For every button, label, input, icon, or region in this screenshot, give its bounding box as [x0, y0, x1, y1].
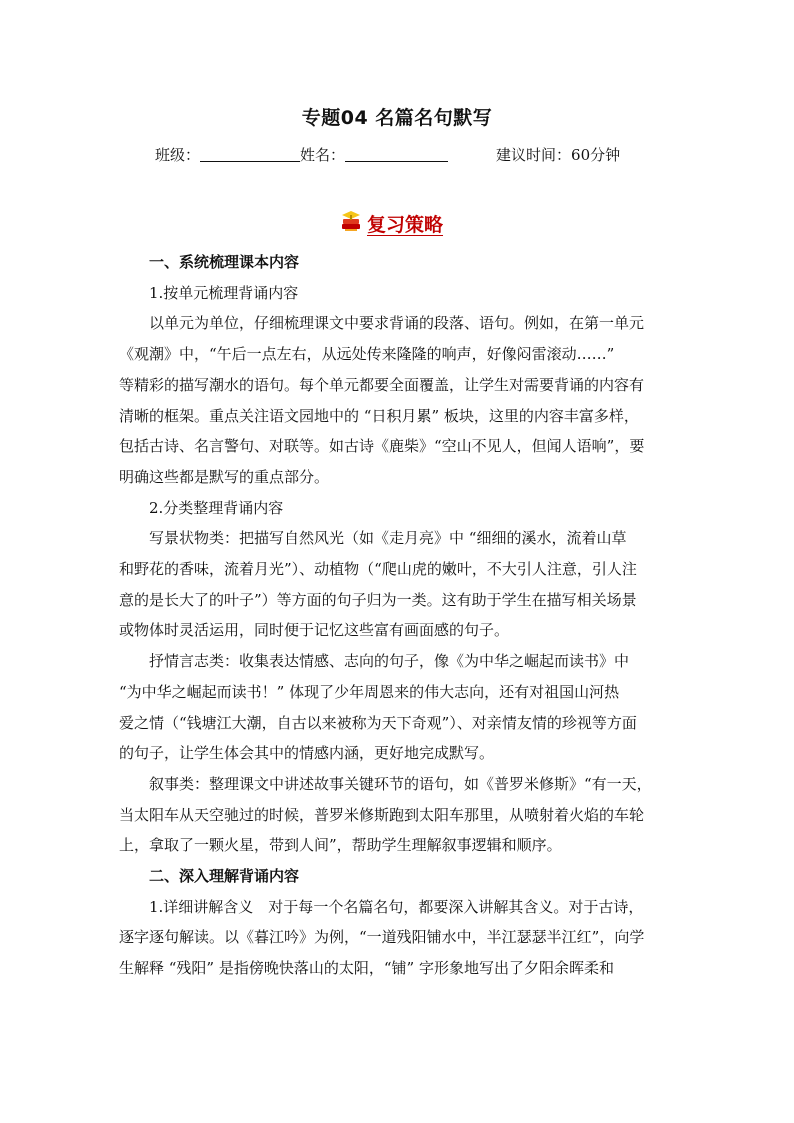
text-line: 爱之情（“钱塘江大潮，自古以来被称为天下奇观”）、对亲情友情的珍视等方面 — [119, 713, 637, 732]
review-strategy-heading — [340, 208, 443, 238]
text-line: 2.分类整理背诵内容 — [149, 498, 284, 517]
section-heading: 一、系统梳理课本内容 — [149, 253, 300, 271]
text-line: 1.按单元梳理背诵内容 — [149, 283, 299, 302]
book-stack-icon — [340, 209, 362, 237]
suggested-time: 建议时间：60分钟 — [496, 146, 621, 164]
text-line: 等精彩的描写潮水的语句。每个单元都要全面覆盖，让学生对需要背诵的内容有 — [119, 375, 645, 394]
text-line: 以单元为单位，仔细梳理课文中要求背诵的段落、语句。例如，在第一单元 — [149, 314, 645, 333]
text-line: 叙事类：整理课文中讲述故事关键环节的语句，如《普罗米修斯》“有一天， — [149, 774, 652, 793]
review-strategy-label: 复习策略 — [367, 213, 444, 236]
text-line: 抒情言志类：收集表达情感、志向的句子，像《为中华之崛起而读书》中 — [149, 652, 630, 671]
text-line: 写景状物类：把描写自然风光（如《走月亮》中 “细细的溪水，流着山草 — [149, 529, 627, 548]
text-line: 上，拿取了一颗火星，带到人间”，帮助学生理解叙事逻辑和顺序。 — [119, 836, 562, 855]
class-blank[interactable] — [200, 161, 300, 162]
text-line: 1.详细讲解含义 对于每一个名篇名句，都要深入讲解其含义。对于古诗， — [149, 897, 644, 916]
page-title: 专题04 名篇名句默写 — [301, 107, 493, 129]
text-line: 生解释 “残阳” 是指傍晚快落山的太阳，“铺” 字形象地写出了夕阳余晖柔和 — [119, 959, 614, 978]
text-line: 当太阳车从天空驰过的时候，普罗米修斯跑到太阳车那里，从喷射着火焰的车轮 — [119, 805, 645, 824]
text-line: 明确这些都是默写的重点部分。 — [119, 467, 330, 486]
student-info-row — [155, 144, 620, 165]
text-line: 包括古诗、名言警句、对联等。如古诗《鹿柴》“空山不见人，但闻人语响”，要 — [119, 437, 645, 456]
section-heading: 二、深入理解背诵内容 — [149, 867, 300, 886]
name-blank[interactable] — [345, 161, 448, 162]
text-line: 清晰的框架。重点关注语文园地中的 “日积月累” 板块，这里的内容丰富多样， — [119, 406, 639, 425]
class-label: 班级： — [155, 146, 201, 164]
text-line: 和野花的香味，流着月光”）、动植物（“爬山虎的嫩叶，不大引人注意，引人注 — [119, 560, 637, 579]
text-line: 逐字逐句解读。以《暮江吟》为例，“一道残阳铺水中，半江瑟瑟半江红”，向学 — [119, 928, 645, 947]
text-line: 的句子，让学生体会其中的情感内涵，更好地完成默写。 — [119, 744, 495, 763]
text-line: 或物体时灵活运用，同时便于记忆这些富有画面感的句子。 — [119, 621, 510, 640]
document-body — [119, 247, 679, 984]
name-label: 姓名： — [300, 146, 346, 164]
text-line: 意的是长大了的叶子”）等方面的句子归为一类。这有助于学生在描写相关场景 — [119, 590, 637, 609]
text-line: 《观潮》中，“午后一点左右，从远处传来隆隆的响声，好像闷雷滚动……” — [119, 345, 615, 364]
text-line: “为中华之崛起而读书！” 体现了少年周恩来的伟大志向，还有对祖国山河热 — [119, 682, 620, 701]
